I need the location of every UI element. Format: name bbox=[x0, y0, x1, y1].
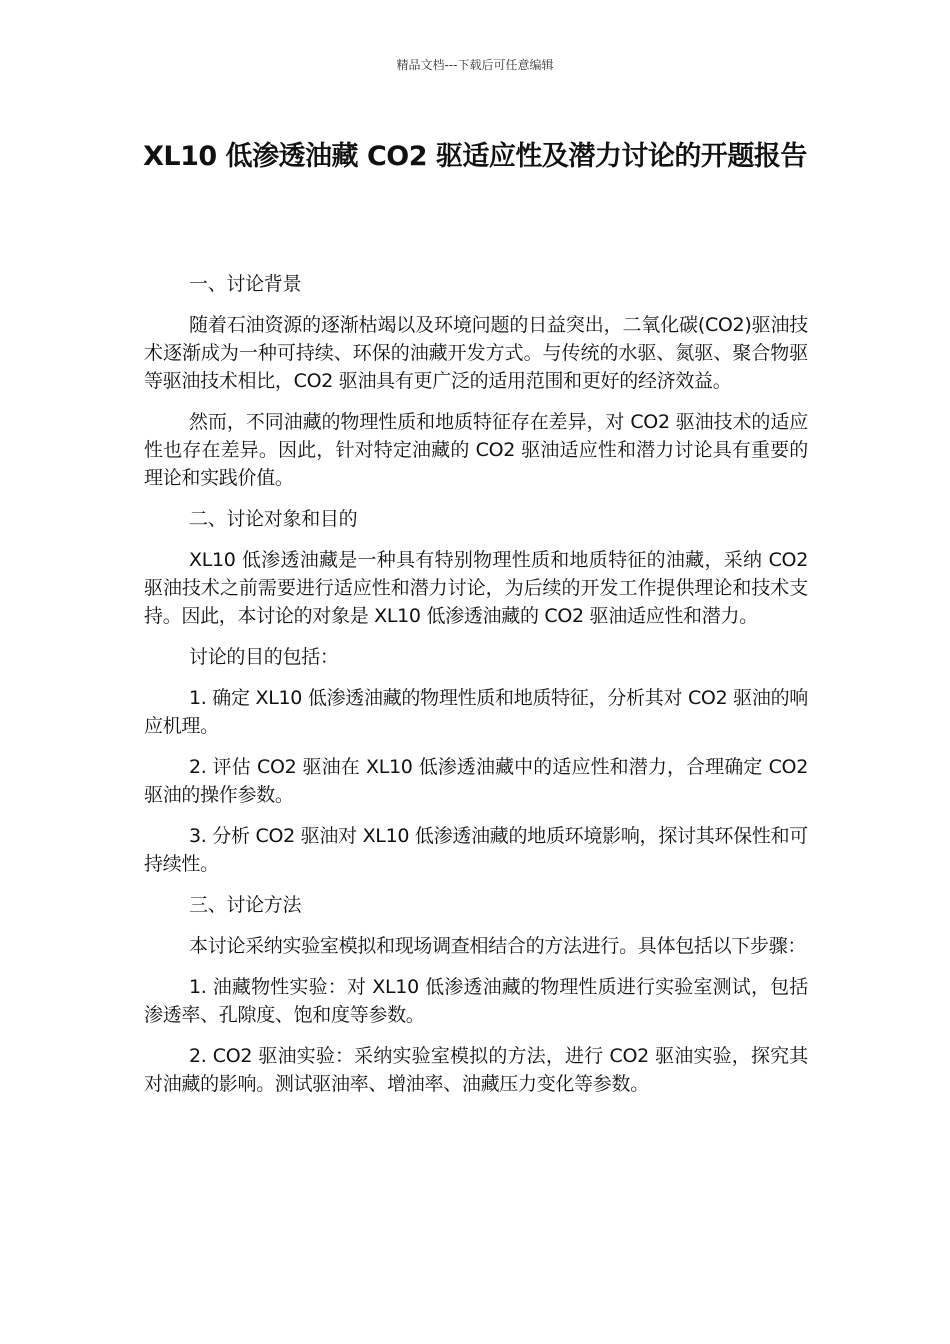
list-item: 2. 评估 CO2 驱油在 XL10 低渗透油藏中的适应性和潜力，合理确定 CO2 驱油的操作参数。 bbox=[144, 756, 808, 806]
section-heading-background: 一、讨论背景 bbox=[189, 273, 302, 295]
paragraph: 讨论的目的包括： bbox=[189, 646, 339, 668]
page-header: 精品文档---下载后可任意编辑 bbox=[396, 58, 554, 72]
document-title: XL10 低渗透油藏 CO2 驱适应性及潜力讨论的开题报告 bbox=[143, 141, 807, 172]
list-item: 2. CO2 驱油实验：采纳实验室模拟的方法，进行 CO2 驱油实验，探究其对油藏的影响。测试驱油率、增油率、油藏压力变化等参数。 bbox=[144, 1045, 808, 1095]
section-heading-method: 三、讨论方法 bbox=[189, 894, 302, 916]
paragraph: 随着石油资源的逐渐枯竭以及环境问题的日益突出，二氧化碳(CO2)驱油技术逐渐成为一种可持续、环保的油藏开发方式。与传统的水驱、氮驱、聚合物驱等驱油技术相比，CO2 驱油具有更广泛的适用范围和更好的经济效益。 bbox=[144, 314, 808, 392]
document-body bbox=[144, 270, 808, 1111]
list-item: 1. 确定 XL10 低渗透油藏的物理性质和地质特征，分析其对 CO2 驱油的响应机理。 bbox=[144, 687, 808, 737]
paragraph: XL10 低渗透油藏是一种具有特别物理性质和地质特征的油藏，采纳 CO2 驱油技术之前需要进行适应性和潜力讨论，为后续的开发工作提供理论和技术支持。因此，本讨论的对象是 XL10 低渗透油藏的 CO2 驱油适应性和潜力。 bbox=[144, 549, 808, 627]
paragraph: 然而，不同油藏的物理性质和地质特征存在差异，对 CO2 驱油技术的适应性也存在差异。因此，针对特定油藏的 CO2 驱油适应性和潜力讨论具有重要的理论和实践价值。 bbox=[144, 411, 808, 489]
section-heading-objective: 二、讨论对象和目的 bbox=[189, 508, 358, 530]
list-item: 3. 分析 CO2 驱油对 XL10 低渗透油藏的地质环境影响，探讨其环保性和可持续性。 bbox=[144, 825, 808, 875]
list-item: 1. 油藏物性实验：对 XL10 低渗透油藏的物理性质进行实验室测试，包括渗透率、孔隙度、饱和度等参数。 bbox=[144, 976, 808, 1026]
paragraph: 本讨论采纳实验室模拟和现场调查相结合的方法进行。具体包括以下步骤： bbox=[189, 935, 807, 957]
